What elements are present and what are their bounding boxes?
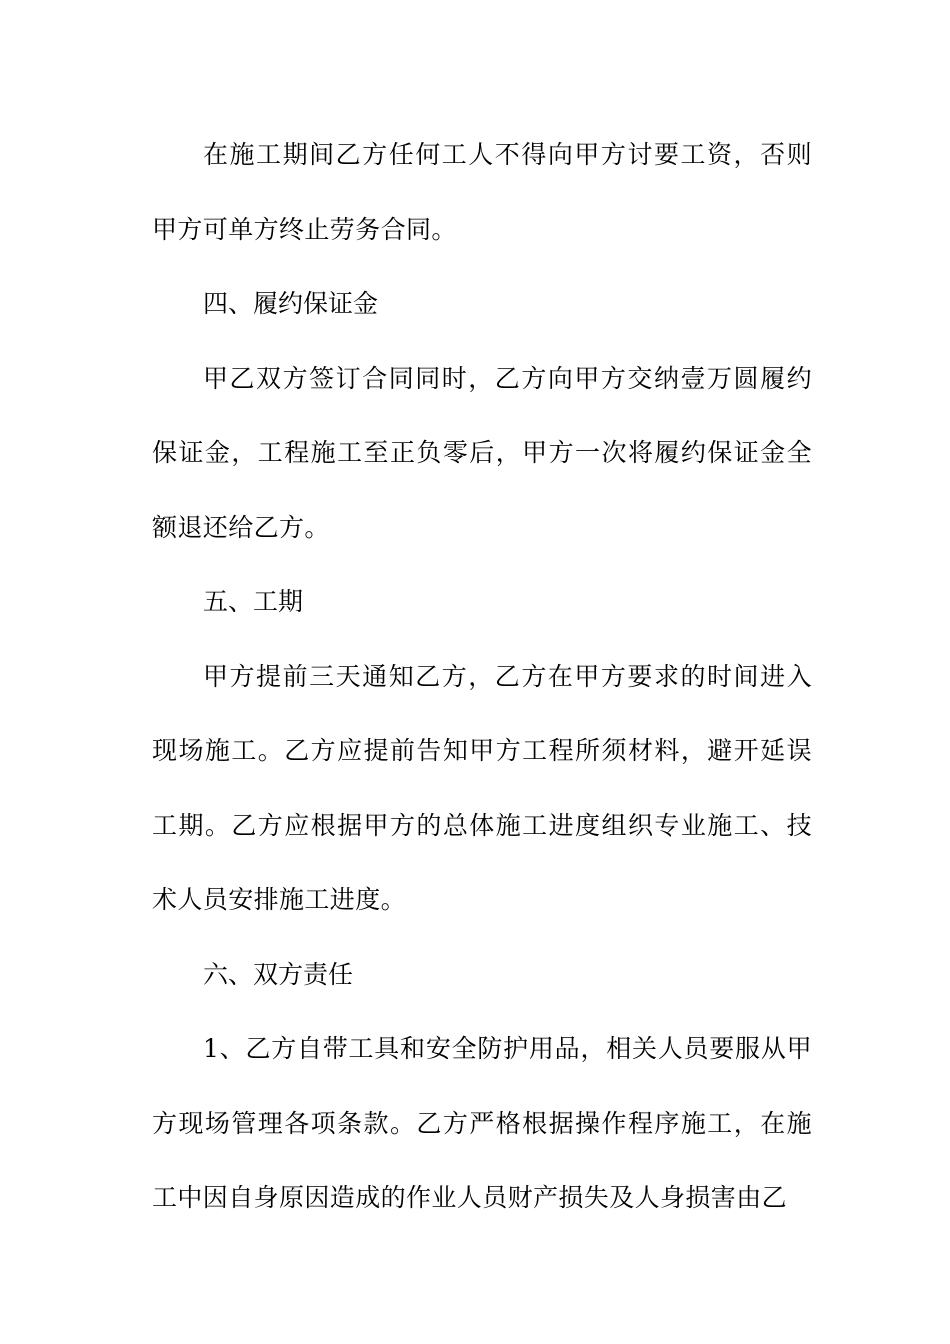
section-heading-schedule: 五、工期 [203, 587, 304, 616]
paragraph-schedule: 甲方提前三天通知乙方，乙方在甲方要求的时间进入现场施工。乙方应提前告知甲方工程所须材料，避开延误工期。乙方应根据甲方的总体施工进度组织专业施工、技术人员安排施工进度。 [152, 661, 812, 914]
paragraph-wage-clause: 在施工期间乙方任何工人不得向甲方讨要工资，否则甲方可单方终止劳务合同。 [152, 140, 812, 244]
document-body [152, 118, 812, 1236]
paragraph-responsibility-1: 1、乙方自带工具和安全防护用品，相关人员要服从甲方现场管理各项条款。乙方严格根据操作程序施工，在施工中因自身原因造成的作业人员财产损失及人身损害由乙 [152, 1034, 812, 1212]
section-heading-responsibilities: 六、双方责任 [203, 959, 354, 989]
section-heading-performance-bond: 四、履约保证金 [203, 289, 379, 318]
paragraph-performance-bond: 甲乙双方签订合同同时，乙方向甲方交纳壹万圆履约保证金，工程施工至正负零后，甲方一次将履约保证金全额退还给乙方。 [152, 363, 812, 542]
